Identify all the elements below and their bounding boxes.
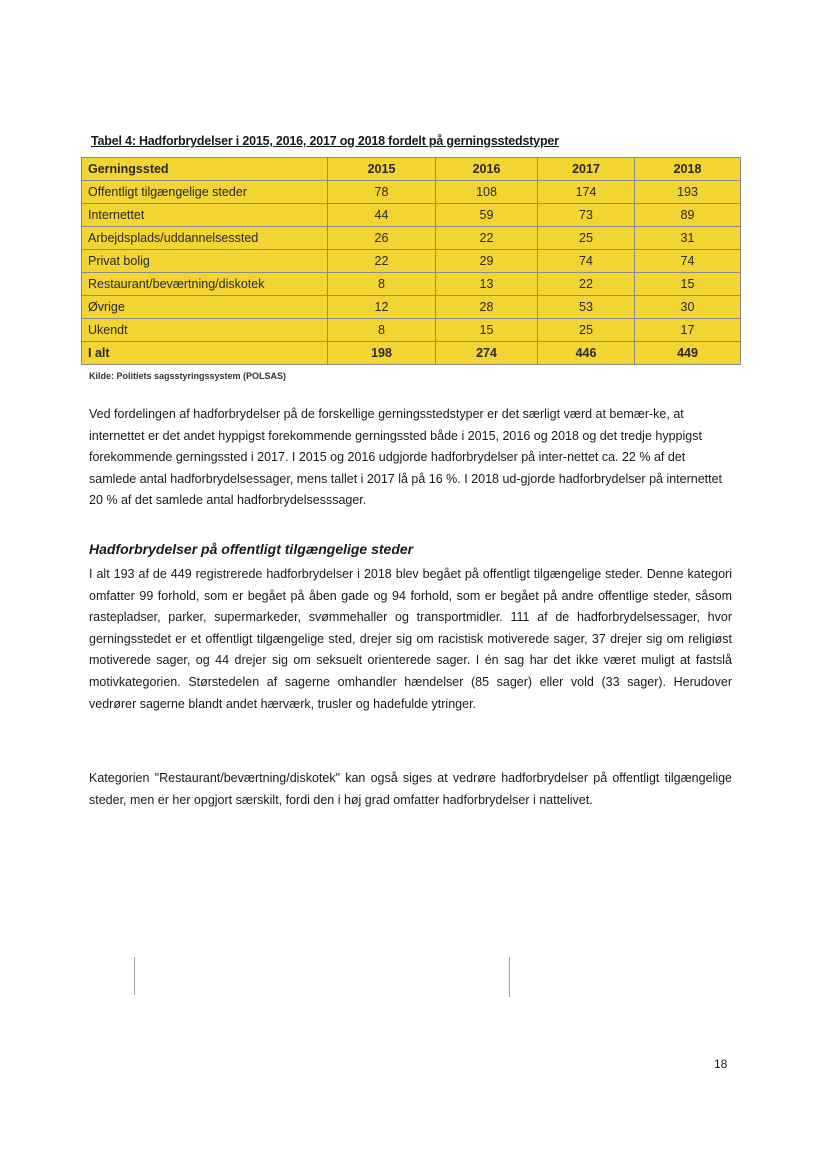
total-value: 198 <box>328 342 436 365</box>
cell-value: 8 <box>328 273 436 296</box>
header-2017: 2017 <box>538 158 635 181</box>
cell-value: 74 <box>635 250 741 273</box>
row-label: Ukendt <box>82 319 328 342</box>
row-label: Øvrige <box>82 296 328 319</box>
table-total-row <box>82 342 741 365</box>
cell-value: 31 <box>635 227 741 250</box>
row-label: Internettet <box>82 204 328 227</box>
cell-value: 22 <box>328 250 436 273</box>
row-label: Restaurant/beværtning/diskotek <box>82 273 328 296</box>
scan-mark <box>509 957 510 997</box>
table-source: Kilde: Politiets sagsstyringssystem (POLSAS) <box>89 371 287 381</box>
row-label: Privat bolig <box>82 250 328 273</box>
cell-value: 8 <box>328 319 436 342</box>
cell-value: 12 <box>328 296 436 319</box>
body-paragraph: I alt 193 af de 449 registrerede hadforbrydelser i 2018 blev begået på offentligt tilgængelige steder. Denne kategori omfatter 99 forhold, som er begået på åben gade og 94 forhold, som er begået på andre offentlige steder, såsom rastepladser, parker, supermarkeder, svømmehaller og transportmidler. 111 af de hadforbrydelsessager, hvor gerningsstedet er et offentligt tilgængelige sted, drejer sig om racistisk motiverede sager, 37 drejer sig om religiøst motiverede sager, og 44 drejer sig om seksuelt orienterede sager. I én sag har det ikke været muligt at fastslå motivkategorien. Størstedelen af sagerne omhandler hændelser (85 sager) eller vold (33 sager). Herudover vedrører sagerne blandt andet hærværk, trusler og hadefulde ytringer. <box>89 567 732 711</box>
header-location: Gerningssted <box>82 158 328 181</box>
table-row <box>82 204 741 227</box>
cell-value: 15 <box>635 273 741 296</box>
header-2018: 2018 <box>635 158 741 181</box>
cell-value: 108 <box>436 181 538 204</box>
cell-value: 22 <box>436 227 538 250</box>
cell-value: 89 <box>635 204 741 227</box>
cell-value: 174 <box>538 181 635 204</box>
hate-crime-table <box>81 157 741 365</box>
table-row <box>82 273 741 296</box>
total-value: 274 <box>436 342 538 365</box>
cell-value: 15 <box>436 319 538 342</box>
cell-value: 29 <box>436 250 538 273</box>
body-paragraph: Kategorien "Restaurant/beværtning/diskotek" kan også siges at vedrøre hadforbrydelser på offentligt tilgængelige steder, men er her opgjort særskilt, fordi den i høj grad omfatter hadforbrydelser i nattelivet. <box>89 771 732 807</box>
table-header-row <box>82 158 741 181</box>
table-row <box>82 181 741 204</box>
cell-value: 44 <box>328 204 436 227</box>
cell-value: 78 <box>328 181 436 204</box>
header-2015: 2015 <box>328 158 436 181</box>
header-2016: 2016 <box>436 158 538 181</box>
total-value: 446 <box>538 342 635 365</box>
scan-mark <box>134 957 135 995</box>
table-row <box>82 227 741 250</box>
cell-value: 17 <box>635 319 741 342</box>
cell-value: 59 <box>436 204 538 227</box>
cell-value: 25 <box>538 227 635 250</box>
total-value: 449 <box>635 342 741 365</box>
body-paragraph: Ved fordelingen af hadforbrydelser på de forskellige gerningsstedstyper er det særligt værd at bemær-ke, at internettet er det andet hyppigst forekommende gerningssted både i 2015, 2016 og 2018 og det tredje hyppigst forekommende gerningssted i 2017. I 2015 og 2016 udgjorde hadforbrydelser på inter-nettet ca. 22 % af det samlede antal hadforbrydelsessager, mens tallet i 2017 lå på 16 %. I 2018 ud-gjorde hadforbrydelser på internettet 20 % af det samlede antal hadforbrydelsesssager. <box>89 407 723 508</box>
table-caption: Tabel 4: Hadforbrydelser i 2015, 2016, 2017 og 2018 fordelt på gerningsstedstyper <box>91 134 559 148</box>
row-label: Arbejdsplads/uddannelsessted <box>82 227 328 250</box>
table-row <box>82 296 741 319</box>
cell-value: 25 <box>538 319 635 342</box>
cell-value: 22 <box>538 273 635 296</box>
total-label: I alt <box>82 342 328 365</box>
row-label: Offentligt tilgængelige steder <box>82 181 328 204</box>
page-number: 18 <box>714 1057 728 1071</box>
cell-value: 193 <box>635 181 741 204</box>
cell-value: 74 <box>538 250 635 273</box>
table-row <box>82 319 741 342</box>
cell-value: 26 <box>328 227 436 250</box>
cell-value: 53 <box>538 296 635 319</box>
cell-value: 13 <box>436 273 538 296</box>
cell-value: 73 <box>538 204 635 227</box>
cell-value: 28 <box>436 296 538 319</box>
cell-value: 30 <box>635 296 741 319</box>
section-heading: Hadforbrydelser på offentligt tilgængelige steder <box>89 541 414 557</box>
table-row <box>82 250 741 273</box>
